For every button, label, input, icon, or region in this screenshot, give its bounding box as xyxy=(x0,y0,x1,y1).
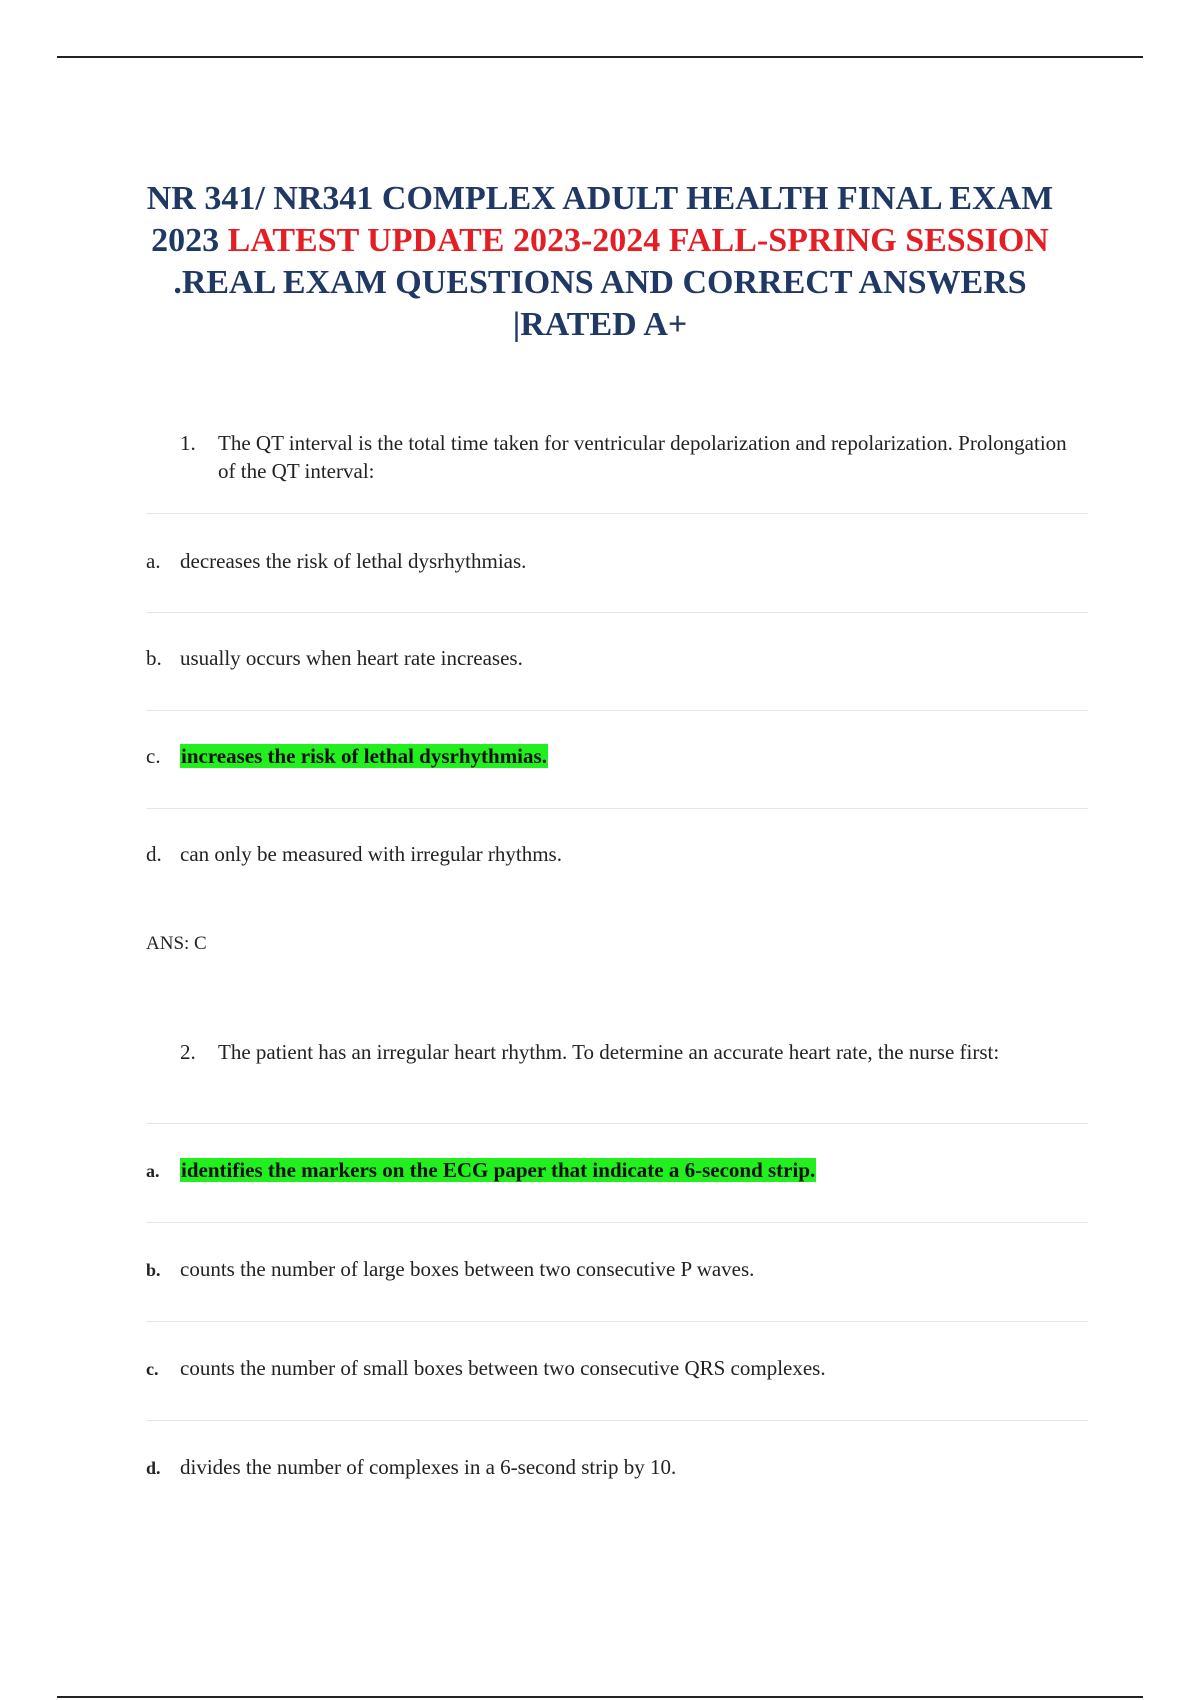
divider xyxy=(146,808,1088,809)
option-letter: d. xyxy=(146,842,162,866)
option-letter: b. xyxy=(146,1260,161,1280)
question-number: 2. xyxy=(180,1040,196,1064)
option-2c xyxy=(146,1355,1086,1382)
title-part-3: .REAL EXAM QUESTIONS AND CORRECT ANSWERS |RATED A+ xyxy=(173,264,1027,343)
option-letter: a. xyxy=(146,1161,160,1181)
divider xyxy=(146,1420,1088,1421)
option-text: divides the number of complexes in a 6-second strip by 10. xyxy=(180,1455,677,1479)
top-rule xyxy=(57,56,1143,58)
document-title xyxy=(120,178,1080,346)
option-2b xyxy=(146,1256,1086,1283)
question-1 xyxy=(180,429,1080,485)
correct-answer-highlight: increases the risk of lethal dysrhythmias. xyxy=(181,744,547,768)
option-text: decreases the risk of lethal dysrhythmias. xyxy=(180,549,527,573)
option-1d xyxy=(146,841,1086,867)
divider xyxy=(146,612,1088,613)
title-part-red: LATEST UPDATE 2023-2024 FALL-SPRING SESSION xyxy=(227,222,1049,259)
divider xyxy=(146,1321,1088,1322)
option-1b xyxy=(146,645,1086,671)
option-letter: a. xyxy=(146,549,161,573)
divider xyxy=(146,1123,1088,1124)
option-1a xyxy=(146,548,1086,574)
bottom-rule xyxy=(57,1696,1143,1698)
question-2 xyxy=(180,1038,1080,1066)
option-text: usually occurs when heart rate increases. xyxy=(180,646,523,670)
question-number: 1. xyxy=(180,431,196,455)
option-letter: c. xyxy=(146,1359,159,1379)
option-letter: b. xyxy=(146,646,162,670)
answer-key: ANS: C xyxy=(146,933,207,954)
divider xyxy=(146,513,1088,514)
question-text: The QT interval is the total time taken for ventricular depolarization and repolarization. Prolongation of the QT interval: xyxy=(218,431,1067,483)
option-letter: c. xyxy=(146,744,161,768)
option-1c-correct xyxy=(146,743,1086,769)
title-part-1: NR 341/ NR341 COMPLEX ADULT HEALTH FINAL EXAM 2023 xyxy=(146,180,1054,259)
divider xyxy=(146,1222,1088,1223)
option-2a-correct xyxy=(146,1157,1086,1184)
option-text: counts the number of large boxes between two consecutive P waves. xyxy=(180,1257,755,1281)
question-text: The patient has an irregular heart rhythm. To determine an accurate heart rate, the nurse first: xyxy=(218,1040,1000,1064)
option-letter: d. xyxy=(146,1458,161,1478)
option-text: counts the number of small boxes between two consecutive QRS complexes. xyxy=(180,1356,826,1380)
option-2d xyxy=(146,1454,1086,1481)
divider xyxy=(146,710,1088,711)
correct-answer-highlight: identifies the markers on the ECG paper that indicate a 6-second strip. xyxy=(181,1158,816,1182)
option-text: can only be measured with irregular rhythms. xyxy=(180,842,562,866)
